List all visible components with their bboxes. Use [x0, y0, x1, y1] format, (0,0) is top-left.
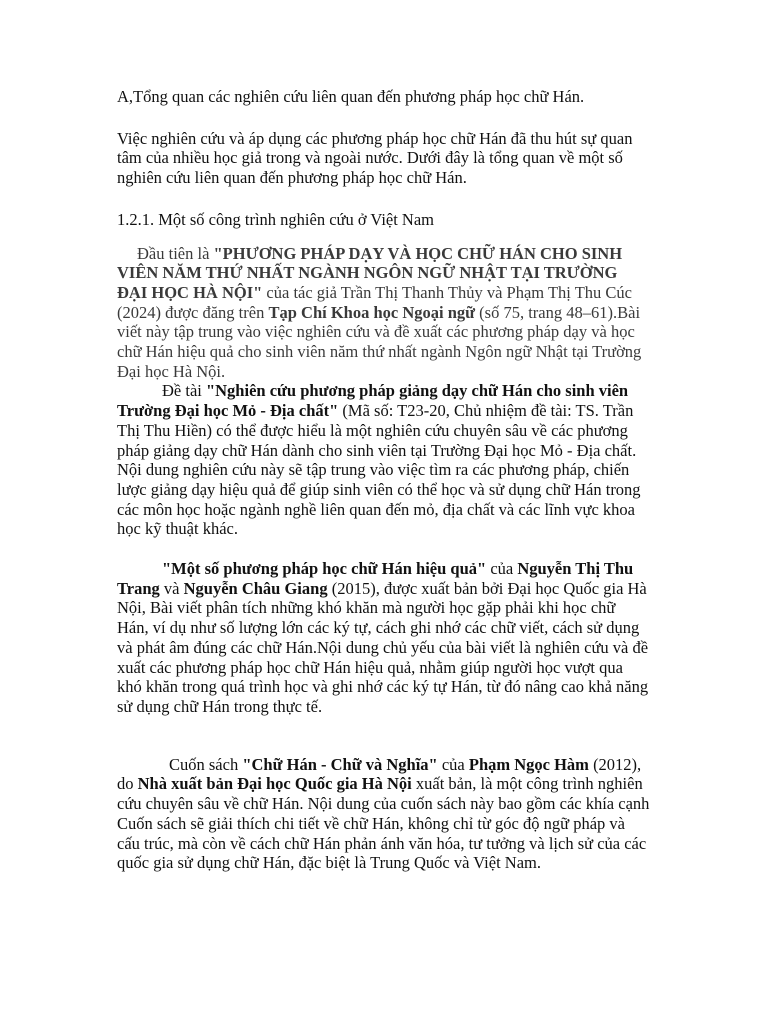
paragraph-1	[117, 244, 651, 382]
p3-of: của	[486, 559, 518, 579]
document-heading: A,Tổng quan các nghiên cứu liên quan đến phương pháp học chữ Hán.	[117, 87, 585, 106]
p4-author: Phạm Ngọc Hàm	[468, 754, 589, 774]
p3-author-2: Nguyễn Châu Giang	[183, 578, 328, 598]
p1-title: "PHƯƠNG PHÁP DẠY VÀ HỌC CHỮ HÁN CHO SINH VIÊN NĂM THỨ NHẤT NGÀNH NGÔN NGỮ NHẬT TẠI TRƯỜNG ĐẠI HỌC HÀ NỘI"	[117, 243, 623, 302]
paragraph-3	[117, 559, 651, 717]
section-title: 1.2.1. Một số công trình nghiên cứu ở Việt Nam	[117, 209, 435, 229]
paragraph-4	[117, 755, 651, 873]
document-page	[117, 87, 651, 873]
p2-rest: (Mã số: T23-20, Chủ nhiệm đề tài: TS. Trần Thị Thu Hiền) có thể được hiểu là một nghiên cứu chuyên sâu về các phương pháp giảng dạy chữ Hán dành cho sinh viên tại Trường Đại học Mỏ - Địa chất. Nội dung nghiên cứu này sẽ tập trung vào việc tìm ra các phương pháp, chiến lược giảng dạy hiệu quả để giúp sinh viên có thể học và sử dụng chữ Hán trong các môn học hoặc ngành nghề liên quan đến mỏ, địa chất và các lĩnh vực khoa học kỹ thuật khác.	[117, 401, 641, 539]
p3-author-1: Nguyễn Thị Thu Trang	[117, 559, 634, 598]
p4-lead: Cuốn sách	[169, 754, 243, 774]
paragraph-2	[117, 381, 651, 539]
p1-rest: (số 75, trang 48–61).Bài viết này tập trung vào việc nghiên cứu và đề xuất các phương pháp dạy và học chữ Hán hiệu quả cho sinh viên năm thứ nhất ngành Ngôn ngữ Nhật tại Trường Đại học Hà Nội.	[117, 302, 642, 381]
p3-rest: (2015), được xuất bản bởi Đại học Quốc gia Hà Nội, Bài viết phân tích những khó khăn mà người học gặp phải khi học chữ Hán, ví dụ như số lượng lớn các ký tự, cách ghi nhớ các chữ viết, cách sử dụng và phát âm đúng các chữ Hán.Nội dung chủ yếu của bài viết là nghiên cứu và đề xuất các phương pháp học chữ Hán hiệu quả, nhằm giúp người học vượt qua khó khăn trong quá trình học và ghi nhớ các ký tự Hán, từ đó nâng cao khả năng sử dụng chữ Hán trong thực tế.	[117, 578, 649, 716]
p3-title: "Một số phương pháp học chữ Hán hiệu quả"	[162, 559, 487, 579]
p4-mid: (2012), do	[117, 754, 642, 794]
p1-lead: Đầu tiên là	[137, 243, 214, 263]
p4-publisher: Nhà xuất bản Đại học Quốc gia Hà Nội	[137, 774, 412, 794]
p4-title: "Chữ Hán - Chữ và Nghĩa"	[242, 754, 438, 774]
p4-of: của	[437, 754, 469, 774]
intro-paragraph: Việc nghiên cứu và áp dụng các phương pháp học chữ Hán đã thu hút sự quan tâm của nhiều học giả trong và ngoài nước. Dưới đây là tổng quan về một số nghiên cứu liên quan đến phương pháp học chữ Hán.	[117, 128, 633, 188]
p2-lead: Đề tài	[162, 381, 206, 401]
p1-journal: Tạp Chí Khoa học Ngoại ngữ	[268, 302, 476, 322]
p1-mid: của tác giả Trần Thị Thanh Thủy và Phạm Thị Thu Cúc (2024) được đăng trên	[117, 282, 632, 322]
p2-title: "Nghiên cứu phương pháp giảng dạy chữ Hán cho sinh viên Trường Đại học Mỏ - Địa chất"	[117, 381, 629, 421]
p3-and: và	[159, 578, 184, 598]
p4-rest: xuất bản, là một công trình nghiên cứu chuyên sâu về chữ Hán. Nội dung của cuốn sách này bao gồm các khía cạnh Cuốn sách sẽ giải thích chi tiết về chữ Hán, không chỉ từ góc độ ngữ pháp và cấu trúc, mà còn về cách chữ Hán phản ánh văn hóa, tư tưởng và lịch sử của các quốc gia sử dụng chữ Hán, đặc biệt là Trung Quốc và Việt Nam.	[117, 774, 650, 873]
